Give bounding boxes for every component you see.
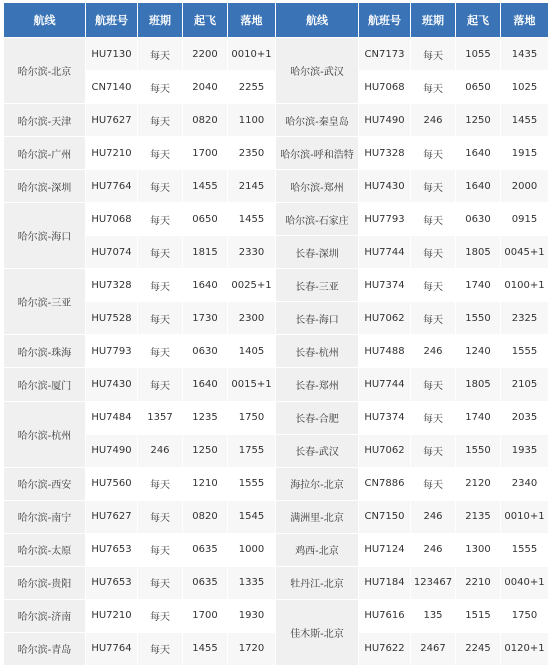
flight-number-cell: HU7622	[359, 632, 411, 665]
departure-time-cell: 0650	[456, 71, 501, 104]
schedule-days-cell: 每天	[138, 500, 183, 533]
departure-time-cell: 1730	[183, 302, 228, 335]
route-cell: 哈尔滨-海口	[4, 203, 86, 269]
schedule-days-cell: 246	[411, 104, 456, 137]
schedule-days-cell: 246	[411, 335, 456, 368]
route-cell: 哈尔滨-秦皇岛	[276, 104, 359, 137]
departure-time-cell: 0820	[183, 104, 228, 137]
flight-number-cell: HU7653	[86, 566, 138, 599]
departure-time-cell: 1250	[456, 104, 501, 137]
flight-number-cell: HU7062	[359, 302, 411, 335]
flight-number-cell: HU7074	[86, 236, 138, 269]
schedule-body	[4, 38, 549, 666]
flight-number-cell: HU7744	[359, 236, 411, 269]
route-cell: 鸡西-北京	[276, 533, 359, 566]
arrival-time-cell: 0010+1	[228, 38, 276, 71]
header-flight-no: 航班号	[359, 3, 411, 38]
route-cell: 哈尔滨-厦门	[4, 368, 86, 401]
flight-number-cell: HU7764	[86, 170, 138, 203]
arrival-time-cell: 1025	[501, 71, 549, 104]
route-cell: 哈尔滨-石家庄	[276, 203, 359, 236]
schedule-days-cell: 每天	[411, 71, 456, 104]
table-row	[4, 500, 549, 533]
arrival-time-cell: 1335	[228, 566, 276, 599]
table-row	[4, 434, 549, 467]
schedule-days-cell: 每天	[411, 269, 456, 302]
arrival-time-cell: 2145	[228, 170, 276, 203]
schedule-days-cell: 2467	[411, 632, 456, 665]
route-cell: 哈尔滨-西安	[4, 467, 86, 500]
route-cell: 哈尔滨-深圳	[4, 170, 86, 203]
table-row	[4, 302, 549, 335]
arrival-time-cell: 0045+1	[501, 236, 549, 269]
departure-time-cell: 0635	[183, 566, 228, 599]
route-cell: 长春-郑州	[276, 368, 359, 401]
flight-number-cell: HU7374	[359, 401, 411, 434]
flight-number-cell: HU7130	[86, 38, 138, 71]
departure-time-cell: 2120	[456, 467, 501, 500]
departure-time-cell: 1700	[183, 599, 228, 632]
flight-number-cell: HU7484	[86, 401, 138, 434]
arrival-time-cell: 1915	[501, 137, 549, 170]
departure-time-cell: 1815	[183, 236, 228, 269]
schedule-days-cell: 每天	[411, 401, 456, 434]
flight-number-cell: CN7140	[86, 71, 138, 104]
route-cell: 哈尔滨-济南	[4, 599, 86, 632]
flight-number-cell: CN7886	[359, 467, 411, 500]
arrival-time-cell: 2255	[228, 71, 276, 104]
schedule-days-cell: 每天	[138, 71, 183, 104]
route-cell: 海拉尔-北京	[276, 467, 359, 500]
flight-number-cell: CN7173	[359, 38, 411, 71]
departure-time-cell: 1550	[456, 434, 501, 467]
departure-time-cell: 2135	[456, 500, 501, 533]
schedule-days-cell: 每天	[411, 434, 456, 467]
table-row	[4, 401, 549, 434]
flight-number-cell: HU7430	[86, 368, 138, 401]
route-cell: 长春-武汉	[276, 434, 359, 467]
route-cell: 牡丹江-北京	[276, 566, 359, 599]
arrival-time-cell: 1750	[228, 401, 276, 434]
arrival-time-cell: 0100+1	[501, 269, 549, 302]
departure-time-cell: 1640	[456, 137, 501, 170]
departure-time-cell: 1300	[456, 533, 501, 566]
flight-number-cell: HU7764	[86, 632, 138, 665]
flight-number-cell: HU7124	[359, 533, 411, 566]
arrival-time-cell: 1455	[228, 203, 276, 236]
departure-time-cell: 1740	[456, 401, 501, 434]
departure-time-cell: 1805	[456, 236, 501, 269]
flight-number-cell: HU7328	[359, 137, 411, 170]
schedule-days-cell: 每天	[138, 104, 183, 137]
departure-time-cell: 1700	[183, 137, 228, 170]
schedule-days-cell: 每天	[138, 269, 183, 302]
route-cell: 长春-三亚	[276, 269, 359, 302]
flight-number-cell: HU7627	[86, 104, 138, 137]
schedule-days-cell: 每天	[411, 302, 456, 335]
schedule-days-cell: 每天	[411, 170, 456, 203]
flight-number-cell: HU7210	[86, 137, 138, 170]
table-row	[4, 104, 549, 137]
schedule-days-cell: 每天	[138, 38, 183, 71]
table-row	[4, 368, 549, 401]
flight-number-cell: HU7627	[86, 500, 138, 533]
table-row	[4, 599, 549, 632]
departure-time-cell: 0820	[183, 500, 228, 533]
flight-number-cell: HU7744	[359, 368, 411, 401]
arrival-time-cell: 2325	[501, 302, 549, 335]
route-cell: 哈尔滨-郑州	[276, 170, 359, 203]
arrival-time-cell: 0915	[501, 203, 549, 236]
flight-schedule-table	[3, 2, 549, 666]
header-schedule: 班期	[138, 3, 183, 38]
arrival-time-cell: 1750	[501, 599, 549, 632]
route-cell: 哈尔滨-北京	[4, 38, 86, 104]
route-cell: 哈尔滨-贵阳	[4, 566, 86, 599]
schedule-days-cell: 每天	[138, 137, 183, 170]
header-departure: 起飞	[183, 3, 228, 38]
schedule-days-cell: 每天	[138, 302, 183, 335]
departure-time-cell: 1250	[183, 434, 228, 467]
route-cell: 哈尔滨-呼和浩特	[276, 137, 359, 170]
arrival-time-cell: 2330	[228, 236, 276, 269]
route-cell: 长春-合肥	[276, 401, 359, 434]
departure-time-cell: 2200	[183, 38, 228, 71]
arrival-time-cell: 2000	[501, 170, 549, 203]
route-cell: 哈尔滨-三亚	[4, 269, 86, 335]
table-row	[4, 467, 549, 500]
table-row	[4, 203, 549, 236]
flight-number-cell: HU7430	[359, 170, 411, 203]
schedule-days-cell: 每天	[411, 467, 456, 500]
departure-time-cell: 0630	[183, 335, 228, 368]
table-row	[4, 566, 549, 599]
arrival-time-cell: 1930	[228, 599, 276, 632]
arrival-time-cell: 1000	[228, 533, 276, 566]
arrival-time-cell: 0120+1	[501, 632, 549, 665]
flight-number-cell: HU7068	[359, 71, 411, 104]
route-cell: 哈尔滨-广州	[4, 137, 86, 170]
flight-number-cell: HU7490	[86, 434, 138, 467]
route-cell: 哈尔滨-天津	[4, 104, 86, 137]
departure-time-cell: 1640	[183, 368, 228, 401]
header-row	[4, 3, 549, 38]
schedule-days-cell: 每天	[138, 632, 183, 665]
schedule-days-cell: 246	[411, 533, 456, 566]
table-row	[4, 38, 549, 71]
departure-time-cell: 2040	[183, 71, 228, 104]
route-cell: 哈尔滨-珠海	[4, 335, 86, 368]
flight-number-cell: HU7528	[86, 302, 138, 335]
schedule-days-cell: 每天	[138, 368, 183, 401]
schedule-days-cell: 1357	[138, 401, 183, 434]
schedule-days-cell: 135	[411, 599, 456, 632]
departure-time-cell: 2245	[456, 632, 501, 665]
arrival-time-cell: 1100	[228, 104, 276, 137]
arrival-time-cell: 0015+1	[228, 368, 276, 401]
arrival-time-cell: 1555	[501, 335, 549, 368]
header-schedule: 班期	[411, 3, 456, 38]
arrival-time-cell: 1405	[228, 335, 276, 368]
header-departure: 起飞	[456, 3, 501, 38]
departure-time-cell: 1640	[456, 170, 501, 203]
departure-time-cell: 1805	[456, 368, 501, 401]
flight-number-cell: CN7150	[359, 500, 411, 533]
header-route: 航线	[4, 3, 86, 38]
schedule-days-cell: 每天	[138, 236, 183, 269]
route-cell: 佳木斯-北京	[276, 599, 359, 665]
departure-time-cell: 1550	[456, 302, 501, 335]
flight-number-cell: HU7490	[359, 104, 411, 137]
arrival-time-cell: 0010+1	[501, 500, 549, 533]
schedule-days-cell: 每天	[411, 203, 456, 236]
arrival-time-cell: 1555	[228, 467, 276, 500]
schedule-days-cell: 246	[411, 500, 456, 533]
schedule-days-cell: 每天	[138, 566, 183, 599]
departure-time-cell: 1740	[456, 269, 501, 302]
departure-time-cell: 1235	[183, 401, 228, 434]
arrival-time-cell: 2300	[228, 302, 276, 335]
header-flight-no: 航班号	[86, 3, 138, 38]
departure-time-cell: 0650	[183, 203, 228, 236]
flight-number-cell: HU7616	[359, 599, 411, 632]
schedule-days-cell: 123467	[411, 566, 456, 599]
route-cell: 长春-杭州	[276, 335, 359, 368]
route-cell: 哈尔滨-太原	[4, 533, 86, 566]
schedule-days-cell: 每天	[138, 170, 183, 203]
arrival-time-cell: 2350	[228, 137, 276, 170]
route-cell: 哈尔滨-武汉	[276, 38, 359, 104]
arrival-time-cell: 1755	[228, 434, 276, 467]
schedule-days-cell: 246	[138, 434, 183, 467]
departure-time-cell: 1455	[183, 632, 228, 665]
arrival-time-cell: 1935	[501, 434, 549, 467]
header-route: 航线	[276, 3, 359, 38]
arrival-time-cell: 2035	[501, 401, 549, 434]
schedule-days-cell: 每天	[411, 368, 456, 401]
flight-number-cell: HU7560	[86, 467, 138, 500]
route-cell: 长春-海口	[276, 302, 359, 335]
table-row	[4, 269, 549, 302]
arrival-time-cell: 1555	[501, 533, 549, 566]
route-cell: 哈尔滨-南宁	[4, 500, 86, 533]
schedule-days-cell: 每天	[411, 236, 456, 269]
schedule-days-cell: 每天	[138, 203, 183, 236]
schedule-days-cell: 每天	[138, 335, 183, 368]
table-row	[4, 335, 549, 368]
departure-time-cell: 2210	[456, 566, 501, 599]
departure-time-cell: 1055	[456, 38, 501, 71]
route-cell: 满洲里-北京	[276, 500, 359, 533]
arrival-time-cell: 1720	[228, 632, 276, 665]
arrival-time-cell: 0040+1	[501, 566, 549, 599]
flight-number-cell: HU7062	[359, 434, 411, 467]
flight-number-cell: HU7653	[86, 533, 138, 566]
arrival-time-cell: 1435	[501, 38, 549, 71]
departure-time-cell: 1210	[183, 467, 228, 500]
arrival-time-cell: 0025+1	[228, 269, 276, 302]
table-row	[4, 533, 549, 566]
flight-number-cell: HU7793	[86, 335, 138, 368]
table-row	[4, 170, 549, 203]
arrival-time-cell: 2340	[501, 467, 549, 500]
schedule-days-cell: 每天	[138, 467, 183, 500]
arrival-time-cell: 1455	[501, 104, 549, 137]
flight-number-cell: HU7793	[359, 203, 411, 236]
header-arrival: 落地	[501, 3, 549, 38]
departure-time-cell: 0635	[183, 533, 228, 566]
header-arrival: 落地	[228, 3, 276, 38]
flight-number-cell: HU7328	[86, 269, 138, 302]
arrival-time-cell: 2105	[501, 368, 549, 401]
route-cell: 长春-深圳	[276, 236, 359, 269]
departure-time-cell: 0630	[456, 203, 501, 236]
flight-number-cell: HU7210	[86, 599, 138, 632]
flight-number-cell: HU7068	[86, 203, 138, 236]
flight-number-cell: HU7184	[359, 566, 411, 599]
schedule-days-cell: 每天	[411, 137, 456, 170]
route-cell: 哈尔滨-青岛	[4, 632, 86, 665]
flight-number-cell: HU7488	[359, 335, 411, 368]
departure-time-cell: 1240	[456, 335, 501, 368]
flight-number-cell: HU7374	[359, 269, 411, 302]
table-row	[4, 236, 549, 269]
departure-time-cell: 1455	[183, 170, 228, 203]
schedule-days-cell: 每天	[138, 599, 183, 632]
schedule-days-cell: 每天	[411, 38, 456, 71]
route-cell: 哈尔滨-杭州	[4, 401, 86, 467]
departure-time-cell: 1640	[183, 269, 228, 302]
table-row	[4, 137, 549, 170]
schedule-days-cell: 每天	[138, 533, 183, 566]
arrival-time-cell: 1545	[228, 500, 276, 533]
departure-time-cell: 1515	[456, 599, 501, 632]
